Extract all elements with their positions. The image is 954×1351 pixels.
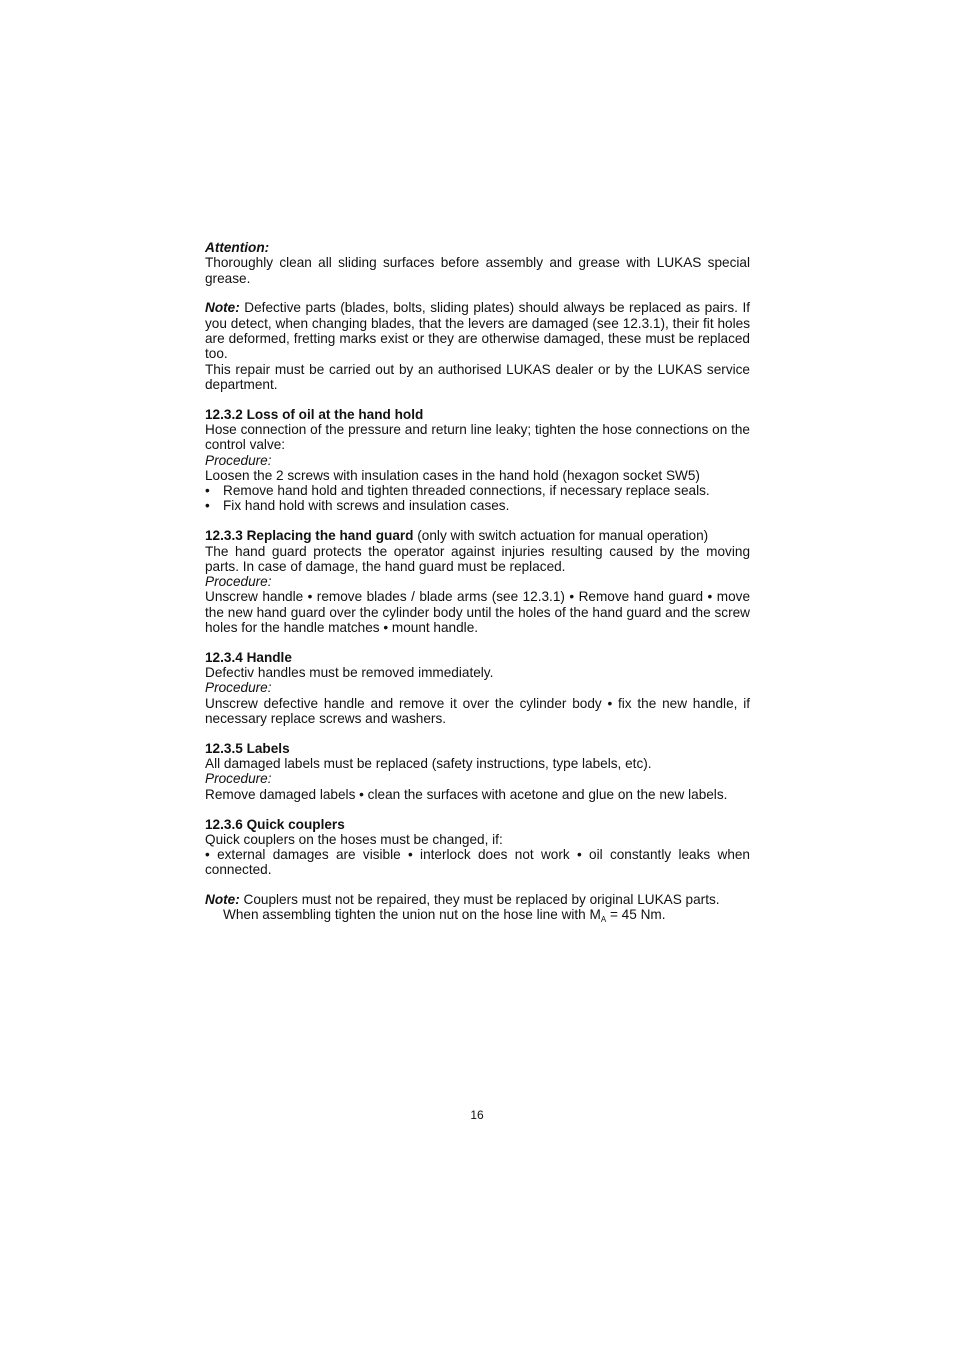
spacer [205, 392, 750, 407]
repair-text: This repair must be carried out by an authorised LUKAS dealer or by the LUKAS service department. [205, 361, 750, 392]
procedure-label: Procedure: [205, 574, 272, 590]
page-content [205, 240, 750, 923]
spacer [205, 635, 750, 650]
note-text: Defective parts (blades, bolts, sliding plates) should always be replaced as pairs. If you detect, when changing blades, that the levers are damaged (see 12.3.1), their fit holes are deformed, fretting marks exist or they are otherwise damaged, these must be replaced too. [205, 300, 750, 362]
procedure-text: Unscrew handle • remove blades / blade arms (see 12.3.1) • Remove hand guard • move the new hand guard over the cylinder body until the holes of the hand guard and the screw holes for the handle matches • mount handle. [205, 589, 750, 636]
page-number: 16 [470, 1108, 484, 1122]
note-label: Note: [205, 300, 240, 316]
spacer [205, 286, 750, 301]
bullet-mark: • [205, 498, 210, 514]
bullet-item [205, 483, 750, 498]
section-text-12-3-6: Quick couplers on the hoses must be changed, if: [205, 831, 503, 847]
bullet-mark: • [205, 483, 210, 499]
note-label: Note: [205, 892, 240, 908]
note-paragraph [205, 300, 750, 361]
procedure-label: Procedure: [205, 680, 272, 696]
section-heading-12-3-3 [205, 528, 750, 543]
procedure-label: Procedure: [205, 771, 272, 787]
bullet-text: Remove hand hold and tighten threaded connections, if necessary replace seals. [223, 483, 710, 499]
attention-text: Thoroughly clean all sliding surfaces before assembly and grease with LUKAS special grease. [205, 255, 750, 286]
attention-heading: Attention: [205, 240, 270, 255]
section-heading-suffix: (only with switch actuation for manual operation) [413, 528, 709, 544]
section-text-12-3-5: All damaged labels must be replaced (safety instructions, type labels, etc). [205, 756, 652, 772]
section-heading-12-3-4: 12.3.4 Handle [205, 649, 292, 665]
spacer [205, 514, 750, 529]
torque-suffix: = 45 Nm. [606, 907, 666, 923]
torque-prefix: When assembling tighten the union nut on the hose line with M [223, 907, 601, 923]
section-heading-12-3-6: 12.3.6 Quick couplers [205, 816, 345, 832]
note-text: Couplers must not be repaired, they must be replaced by original LUKAS parts. [239, 892, 720, 908]
section-text-12-3-3: The hand guard protects the operator against injuries resulting caused by the moving parts. In case of damage, the hand guard must be replaced. [205, 543, 750, 574]
spacer [205, 726, 750, 741]
conditions-text: • external damages are visible • interlock does not work • oil constantly leaks when connected. [205, 847, 750, 878]
torque-subscript: A [600, 915, 607, 925]
procedure-text: Loosen the 2 screws with insulation cases in the hand hold (hexagon socket SW5) [205, 467, 700, 483]
note-paragraph [205, 892, 750, 907]
section-heading-12-3-5: 12.3.5 Labels [205, 740, 290, 756]
torque-text [205, 907, 750, 925]
spacer [205, 802, 750, 817]
section-heading-title: 12.3.3 Replacing the hand guard [205, 528, 414, 544]
bullet-text: Fix hand hold with screws and insulation cases. [223, 498, 510, 514]
procedure-label: Procedure: [205, 452, 272, 468]
section-text-12-3-4: Defectiv handles must be removed immediately. [205, 665, 494, 681]
section-heading-12-3-2: 12.3.2 Loss of oil at the hand hold [205, 406, 424, 422]
procedure-text: Unscrew defective handle and remove it over the cylinder body • fix the new handle, if necessary replace screws and washers. [205, 695, 750, 727]
spacer [205, 878, 750, 893]
bullet-item [205, 498, 750, 513]
procedure-text: Remove damaged labels • clean the surfaces with acetone and glue on the new labels. [205, 786, 728, 802]
section-text-12-3-2: Hose connection of the pressure and return line leaky; tighten the hose connections on the control valve: [205, 421, 750, 453]
